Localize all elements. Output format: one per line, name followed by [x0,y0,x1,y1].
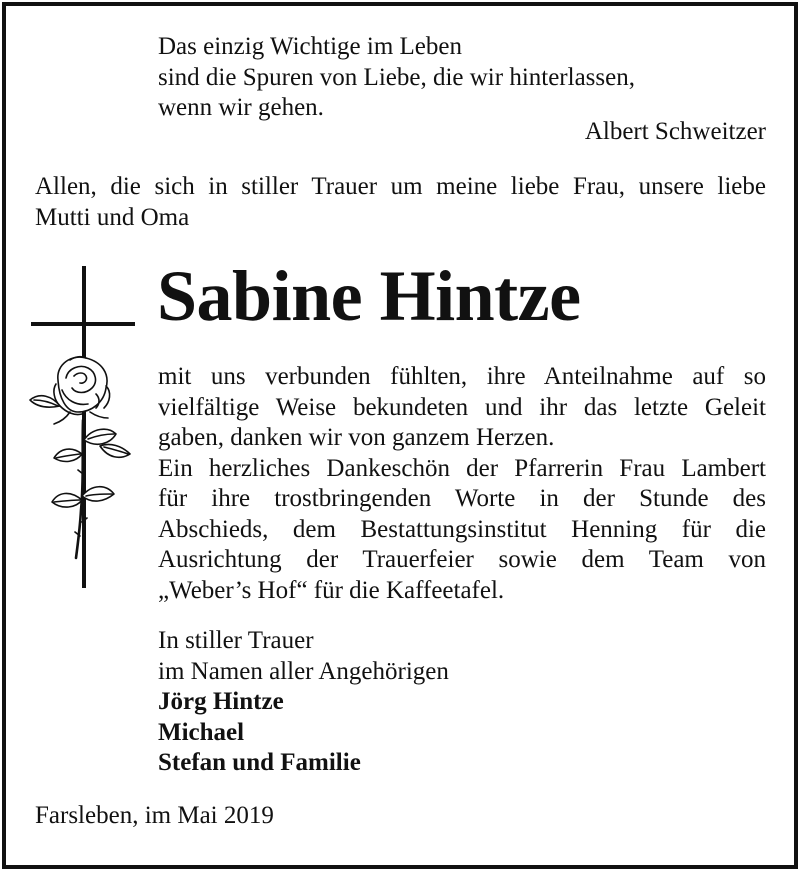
thanks-line: „Weber’s Hof“ für die Kaffeetafel. [158,576,505,604]
mourner-name: Jörg Hintze [158,688,284,715]
thanks-line: Ausrichtung der Trauerfeier sowie dem Team von [158,546,766,573]
thanks-line: Ein herzliches Dankeschön der Pfarrerin Frau Lambert [158,454,766,482]
place-date: Farsleben, im Mai 2019 [35,802,274,829]
rose-icon [26,350,138,560]
thanks-line: Abschieds, dem Bestattungsinstitut Henning für die [158,515,766,543]
signature-line: im Namen aller Angehörigen [158,657,449,685]
signature-line: In stiller Trauer [158,627,314,654]
thanks-text [158,362,766,606]
intro-line: Allen, die sich in stiller Trauer um meine liebe Frau, unsere liebe [35,173,766,200]
mourner-name: Michael [158,718,245,746]
signature-block [158,626,449,779]
quote-author: Albert Schweitzer [584,118,766,145]
mourner-name: Stefan und Familie [158,749,361,776]
epigraph-quote [158,32,635,124]
thanks-line: mit uns verbunden fühlten, ihre Anteilnahme auf so [158,363,766,390]
thanks-line: für ihre trostbringenden Worte in der Stunde des [158,485,766,512]
intro-text [35,172,766,233]
cross-bar [31,322,135,326]
deceased-name: Sabine Hintze [157,256,581,336]
intro-line: Mutti und Oma [35,203,190,231]
thanks-line: vielfältige Weise bekundeten und ihr das letzte Geleit [158,393,766,421]
quote-line: wenn wir gehen. [158,94,324,121]
quote-line: Das einzig Wichtige im Leben [158,33,462,60]
quote-line: sind die Spuren von Liebe, die wir hinterlassen, [158,63,635,91]
thanks-line: gaben, danken wir von ganzem Herzen. [158,424,555,451]
